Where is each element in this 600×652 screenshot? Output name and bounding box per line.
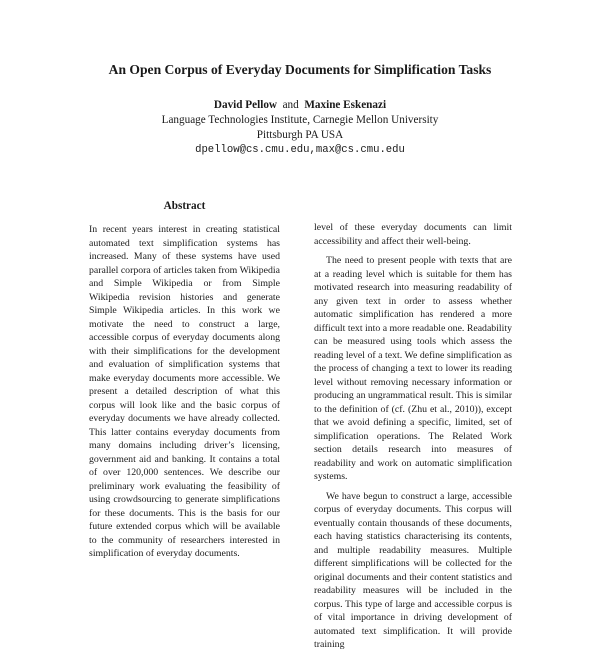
abstract-heading: Abstract [163,200,206,212]
author-emails: dpellow@cs.cmu.edu,max@cs.cmu.edu [195,144,405,156]
body-paragraph: level of these everyday documents can limit accessibility and affect their well-being. [314,222,512,247]
author-names [0,98,600,113]
author-name: Maxine Eskenazi [304,99,387,111]
author-block [0,98,600,158]
author-name: David Pellow [213,99,277,111]
body-column [314,221,512,652]
body-paragraph: We have begun to construct a large, accessible corpus of everyday documents. This corpus will eventually contain thousands of these documents, each having statistics characterising its contents, and multiple readability measures. Multiple different simplifications will be collected for the original documents and their content statistics and readability measures will be included in the corpus. This type of large and accessible corpus is of vital importance in driving development of automated text simplification. It will provide training [314,490,512,650]
abstract-column [89,223,280,561]
body-paragraph: The need to present people with texts that are at a reading level which is suitable for them has motivated research into measuring readability of any given text in order to assess whether automatic simplification has rendered a more difficult text into a more readable one. Readability can be measured using tools which assess the reading level of a text. We define simplification as the process of changing a text to lower its reading level without removing necessary information or producing an ungrammatical result. This is similar to the definition of (cf. (Zhu et al., 2010)), except that we avoid defining a specific, limited, set of simplification operations. The Related Work section details research into measures of readability and work on automatic simplification systems. [314,255,512,482]
location: Pittsburgh PA USA [256,129,344,141]
paper-title: An Open Corpus of Everyday Documents for Simplification Tasks [108,62,492,77]
author-conjunction: and [282,99,299,111]
abstract-text: In recent years interest in creating statistical automated text simplification systems has increased. Many of these systems have used parallel corpora of articles taken from Wikipedia and Simple Wikipedia or from Simple Wikipedia revision histories and generate Simple Wikipedia articles. In this work we motivate the need to construct a large, accessible corpus of everyday documents along with their simplifications for the development and evaluation of simplification systems that make everyday documents more accessible. We present a detailed description of what this corpus will look like and the basic corpus of everyday documents we have already collected. This latter contains everyday documents from many domains including driver’s licensing, government aid and banking. It contains a total of over 120,000 sentences. We describe our preliminary work evaluating the feasibility of using crowdsourcing to generate simplifications for these documents. This is the basis for our future extended corpus which will be available to the community of researchers interested in simplification of everyday documents. [89,224,280,559]
affiliation: Language Technologies Institute, Carnegie Mellon University [161,114,439,126]
